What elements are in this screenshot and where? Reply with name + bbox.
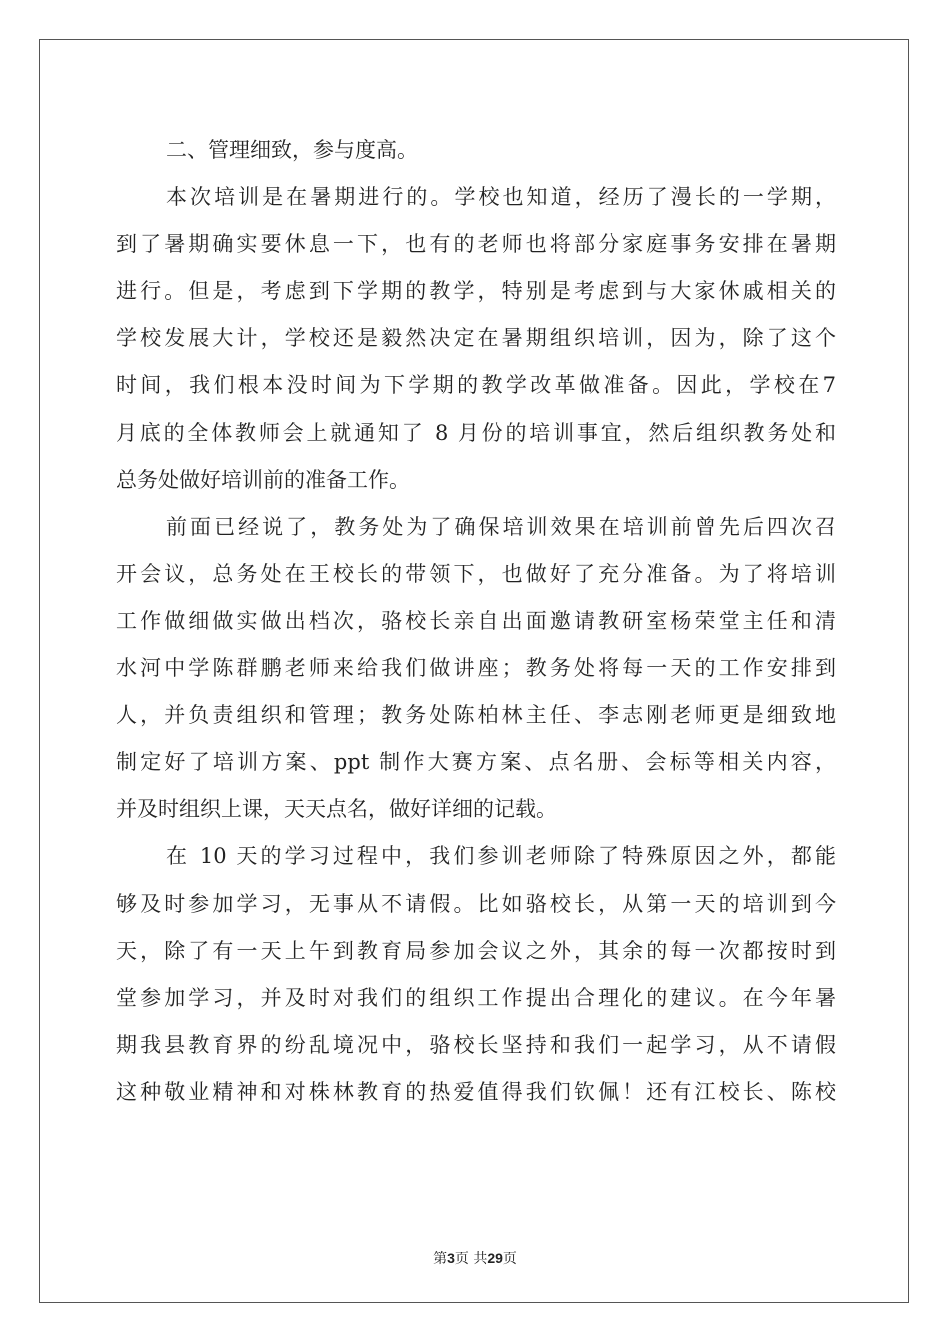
text-line: 月底的全体教师会上就通知了 8 月份的培训事宜，然后组织教务处和: [116, 420, 836, 445]
text-line: 堂参加学习，并及时对我们的组织工作提出合理化的建议。在今年暑: [116, 985, 836, 1010]
text-line: 工作做细做实做出档次，骆校长亲自出面邀请教研室杨荣堂主任和清: [116, 608, 836, 633]
page-footer: [0, 1248, 950, 1268]
current-page-number: 3: [447, 1250, 455, 1266]
footer-middle: 页 共: [454, 1251, 488, 1267]
text-line: 人，并负责组织和管理；教务处陈柏林主任、李志刚老师更是细致地: [116, 703, 836, 728]
text-line: 本次培训是在暑期进行的。学校也知道，经历了漫长的一学期，: [166, 185, 836, 210]
footer-suffix: 页: [502, 1251, 517, 1267]
text-line: 进行。但是，考虑到下学期的教学，特别是考虑到与大家休戚相关的: [116, 279, 836, 304]
text-line: 天，除了有一天上午到教育局参加会议之外，其余的每一次都按时到: [116, 938, 836, 963]
text-line: 学校发展大计，学校还是毅然决定在暑期组织培训，因为，除了这个: [116, 326, 836, 351]
text-line: 前面已经说了，教务处为了确保培训效果在培训前曾先后四次召: [166, 514, 836, 539]
text-line: 到了暑期确实要休息一下，也有的老师也将部分家庭事务安排在暑期: [116, 232, 836, 257]
footer-prefix: 第: [433, 1251, 448, 1267]
text-line: 时间，我们根本没时间为下学期的教学改革做准备。因此，学校在7: [116, 373, 836, 398]
text-line: 这种敬业精神和对株林教育的热爱值得我们钦佩！还有江校长、陈校: [116, 1079, 836, 1104]
text-line: 总务处做好培训前的准备工作。: [116, 467, 410, 492]
document-body: [116, 130, 836, 1119]
text-line: 制定好了培训方案、ppt 制作大赛方案、点名册、会标等相关内容，: [116, 750, 836, 775]
text-line: 在 10 天的学习过程中，我们参训老师除了特殊原因之外，都能: [166, 844, 836, 869]
text-line: 期我县教育界的纷乱境况中，骆校长坚持和我们一起学习，从不请假: [116, 1032, 836, 1057]
text-line: 并及时组织上课，天天点名，做好详细的记载。: [116, 797, 557, 822]
text-line: 够及时参加学习，无事从不请假。比如骆校长，从第一天的培训到今: [116, 891, 836, 916]
text-line: 水河中学陈群鹏老师来给我们做讲座；教务处将每一天的工作安排到: [116, 656, 836, 681]
total-page-count: 29: [487, 1250, 503, 1266]
text-line: 二、管理细致，参与度高。: [166, 138, 418, 162]
text-line: 开会议，总务处在王校长的带领下，也做好了充分准备。为了将培训: [116, 561, 836, 586]
